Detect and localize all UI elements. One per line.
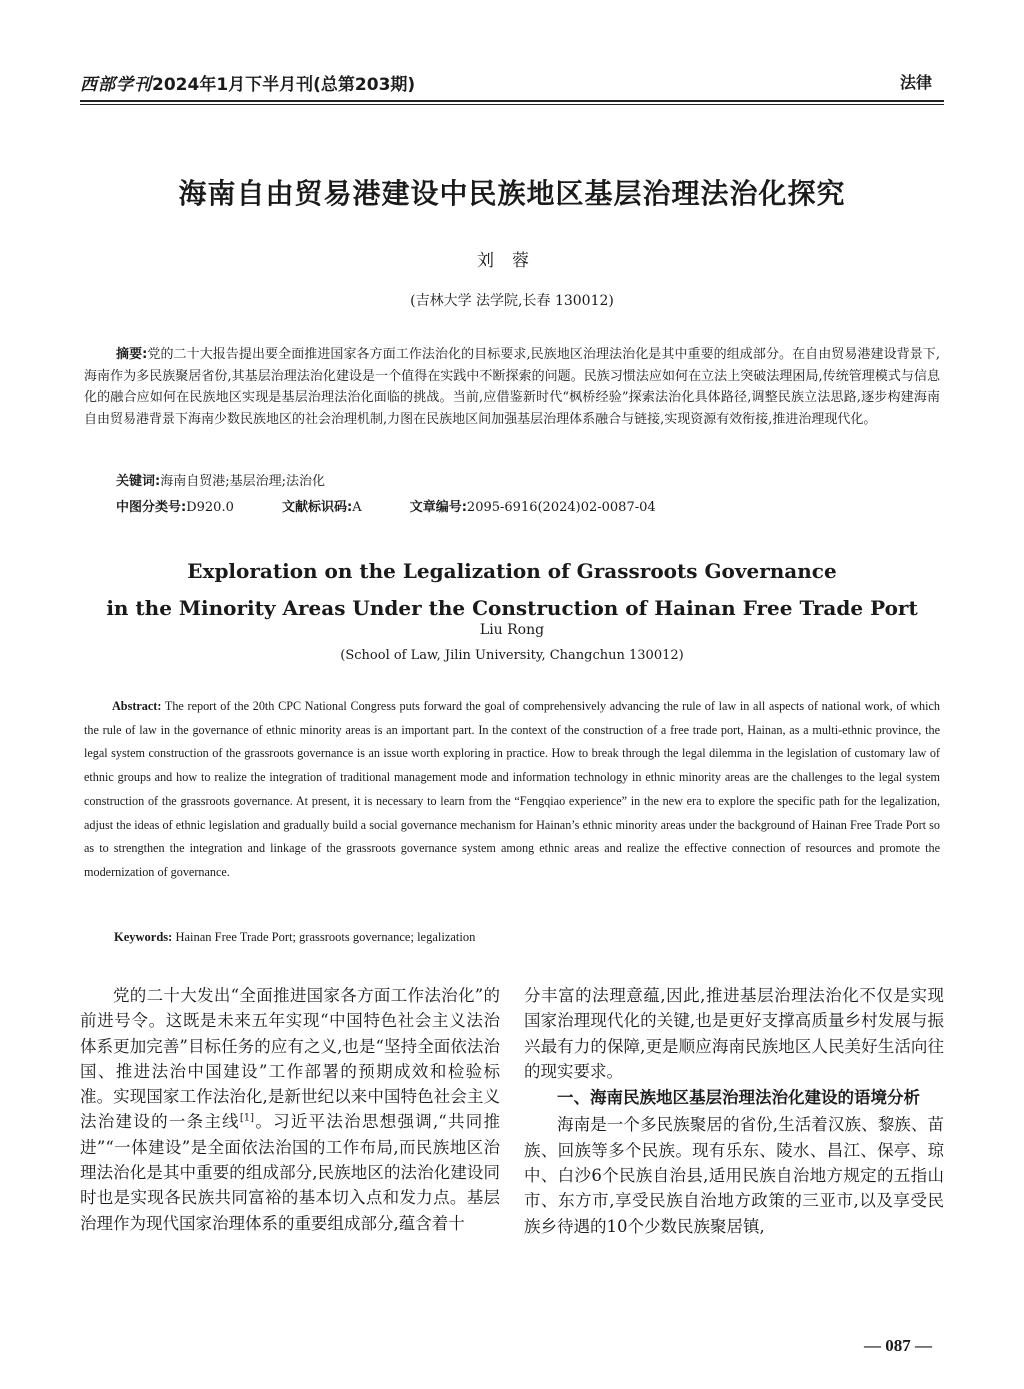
affiliation-en: (School of Law, Jilin University, Changchun 130012) — [340, 648, 684, 663]
body-paragraph: 海南是一个多民族聚居的省份,生活着汉族、黎族、苗族、回族等多个民族。现有乐东、陵水、昌江、保亭、琼中、白沙6个民族自治县,适用民族自治地方规定的五指山市、东方市,享受民族自治地方政策的三亚市,以及享受民族乡待遇的10个少数民族聚居镇, — [524, 1115, 944, 1236]
body-paragraph: 党的二十大发出“全面推进国家各方面工作法治化”的前进号令。这既是未来五年实现“中国特色社会主义法治体系更加完善”目标任务的应有之义,也是“坚持全面依法治国、推进法治中国建设”工作部署的预期成效和检验标准。实现国家工作法治化,是新世纪以来中国特色社会主义法治建设的一条主线[1]。习近平法治思想强调,“共同推进”“一体建设”是全面依法治国的工作布局,而民族地区治理法治化是其中重要的组成部分,民族地区的法治化建设同时也是实现各民族共同富裕的基本切入点和发力点。基层治理作为现代国家治理体系的重要组成部分,蕴含着十 — [80, 986, 500, 1233]
keywords-en — [114, 930, 475, 945]
affiliation-cn: (吉林大学 法学院,长春 130012) — [410, 293, 614, 309]
doc-code-value: A — [352, 500, 362, 515]
keywords-cn — [116, 470, 325, 489]
keywords-label-en: Keywords: — [114, 930, 173, 944]
abstract-label-cn: 摘要: — [116, 347, 148, 362]
body-column-right — [524, 983, 944, 1239]
citation-ref[interactable]: [1] — [239, 1112, 255, 1124]
header-divider-thin — [80, 104, 944, 105]
article-no-value: 2095-6916(2024)02-0087-04 — [466, 500, 656, 515]
classification-label: 中图分类号: — [116, 500, 187, 515]
title-en-line1: Exploration on the Legalization of Grassroots Governance — [187, 559, 837, 583]
keywords-text-en: Hainan Free Trade Port; grassroots governance; legalization — [175, 930, 476, 944]
author-en: Liu Rong — [479, 622, 545, 638]
issue-info: 2024年1月下半月刊(总第203期) — [152, 75, 416, 95]
section-label: 法律 — [899, 73, 932, 92]
abstract-text-cn: 党的二十大报告提出要全面推进国家各方面工作法治化的目标要求,民族地区治理法治化是其中重要的组成部分。在自由贸易港建设背景下,海南作为多民族聚居省份,其基层治理法治化建设是一个值得在实践中不断探索的问题。民族习惯法应如何在立法上突破法理困局,传统管理模式与信息化的融合应如何在民族地区实现是基层治理法治化面临的挑战。当前,应借鉴新时代“枫桥经验”探索法治化具体路径,调整民族立法思路,逐步构建海南自由贸易港背景下海南少数民族地区的社会治理机制,力图在民族地区间加强基层治理体系融合与链接,实现资源有效衔接,推进治理现代化。 — [84, 347, 940, 427]
article-title-en — [0, 553, 1024, 627]
journal-header — [80, 70, 415, 95]
author-cn: 刘蓉 — [477, 251, 547, 271]
abstract-text-en: The report of the 20th CPC National Congress puts forward the goal of comprehensively advancing the rule of law in all aspects of national work, of which the rule of law in the governance of ethnic minority areas is an important part. In the context of the construction of a free trade port, Hainan, as a multi-ethnic province, the legal system construction of the grassroots governance is an issue worth exploring in practice. How to break through the legal dilemma in the legislation of customary law of ethnic groups and how to realize the integration of traditional management mode and information technology in ethnic minority areas are the challenges to the legal system construction of the grassroots governance. At present, it is necessary to learn from the “Fengqiao experience” in the new era to explore the specific path for the legalization, adjust the ideas of ethnic legislation and gradually build a social governance mechanism for Hainan’s ethnic minority areas under the background of Hainan Free Trade Port so as to strengthen the integration and linkage of the grassroots governance system among ethnic areas and realize the effective connection of resources and promote the modernization of governance. — [84, 699, 940, 879]
article-no-label: 文章编号: — [409, 500, 467, 515]
section-heading: 一、海南民族地区基层治理法治化建设的语境分析 — [557, 1088, 920, 1108]
body-paragraph: 分丰富的法理意蕴,因此,推进基层治理法治化不仅是实现国家治理现代化的关键,也是更好支撑高质量乡村发展与振兴最有力的保障,更是顺应海南民族地区人民美好生活向往的现实要求。 — [524, 986, 944, 1081]
classification-line — [116, 496, 700, 515]
classification-value: D920.0 — [186, 500, 234, 515]
abstract-en — [84, 695, 940, 885]
keywords-label-cn: 关键词: — [116, 474, 161, 489]
keywords-text-cn: 海南自贸港;基层治理;法治化 — [160, 474, 325, 489]
article-title-cn: 海南自由贸易港建设中民族地区基层治理法治化探究 — [178, 177, 846, 210]
header-divider — [80, 100, 944, 102]
page-number: — 087 — — [864, 1336, 932, 1355]
title-en-line2: in the Minority Areas Under the Construction of Hainan Free Trade Port — [106, 596, 918, 620]
journal-logo: 西部学刊 — [80, 75, 152, 95]
body-column-left — [80, 983, 500, 1236]
doc-code-label: 文献标识码: — [281, 500, 353, 515]
abstract-label-en: Abstract: — [112, 699, 162, 713]
abstract-cn — [84, 344, 940, 430]
